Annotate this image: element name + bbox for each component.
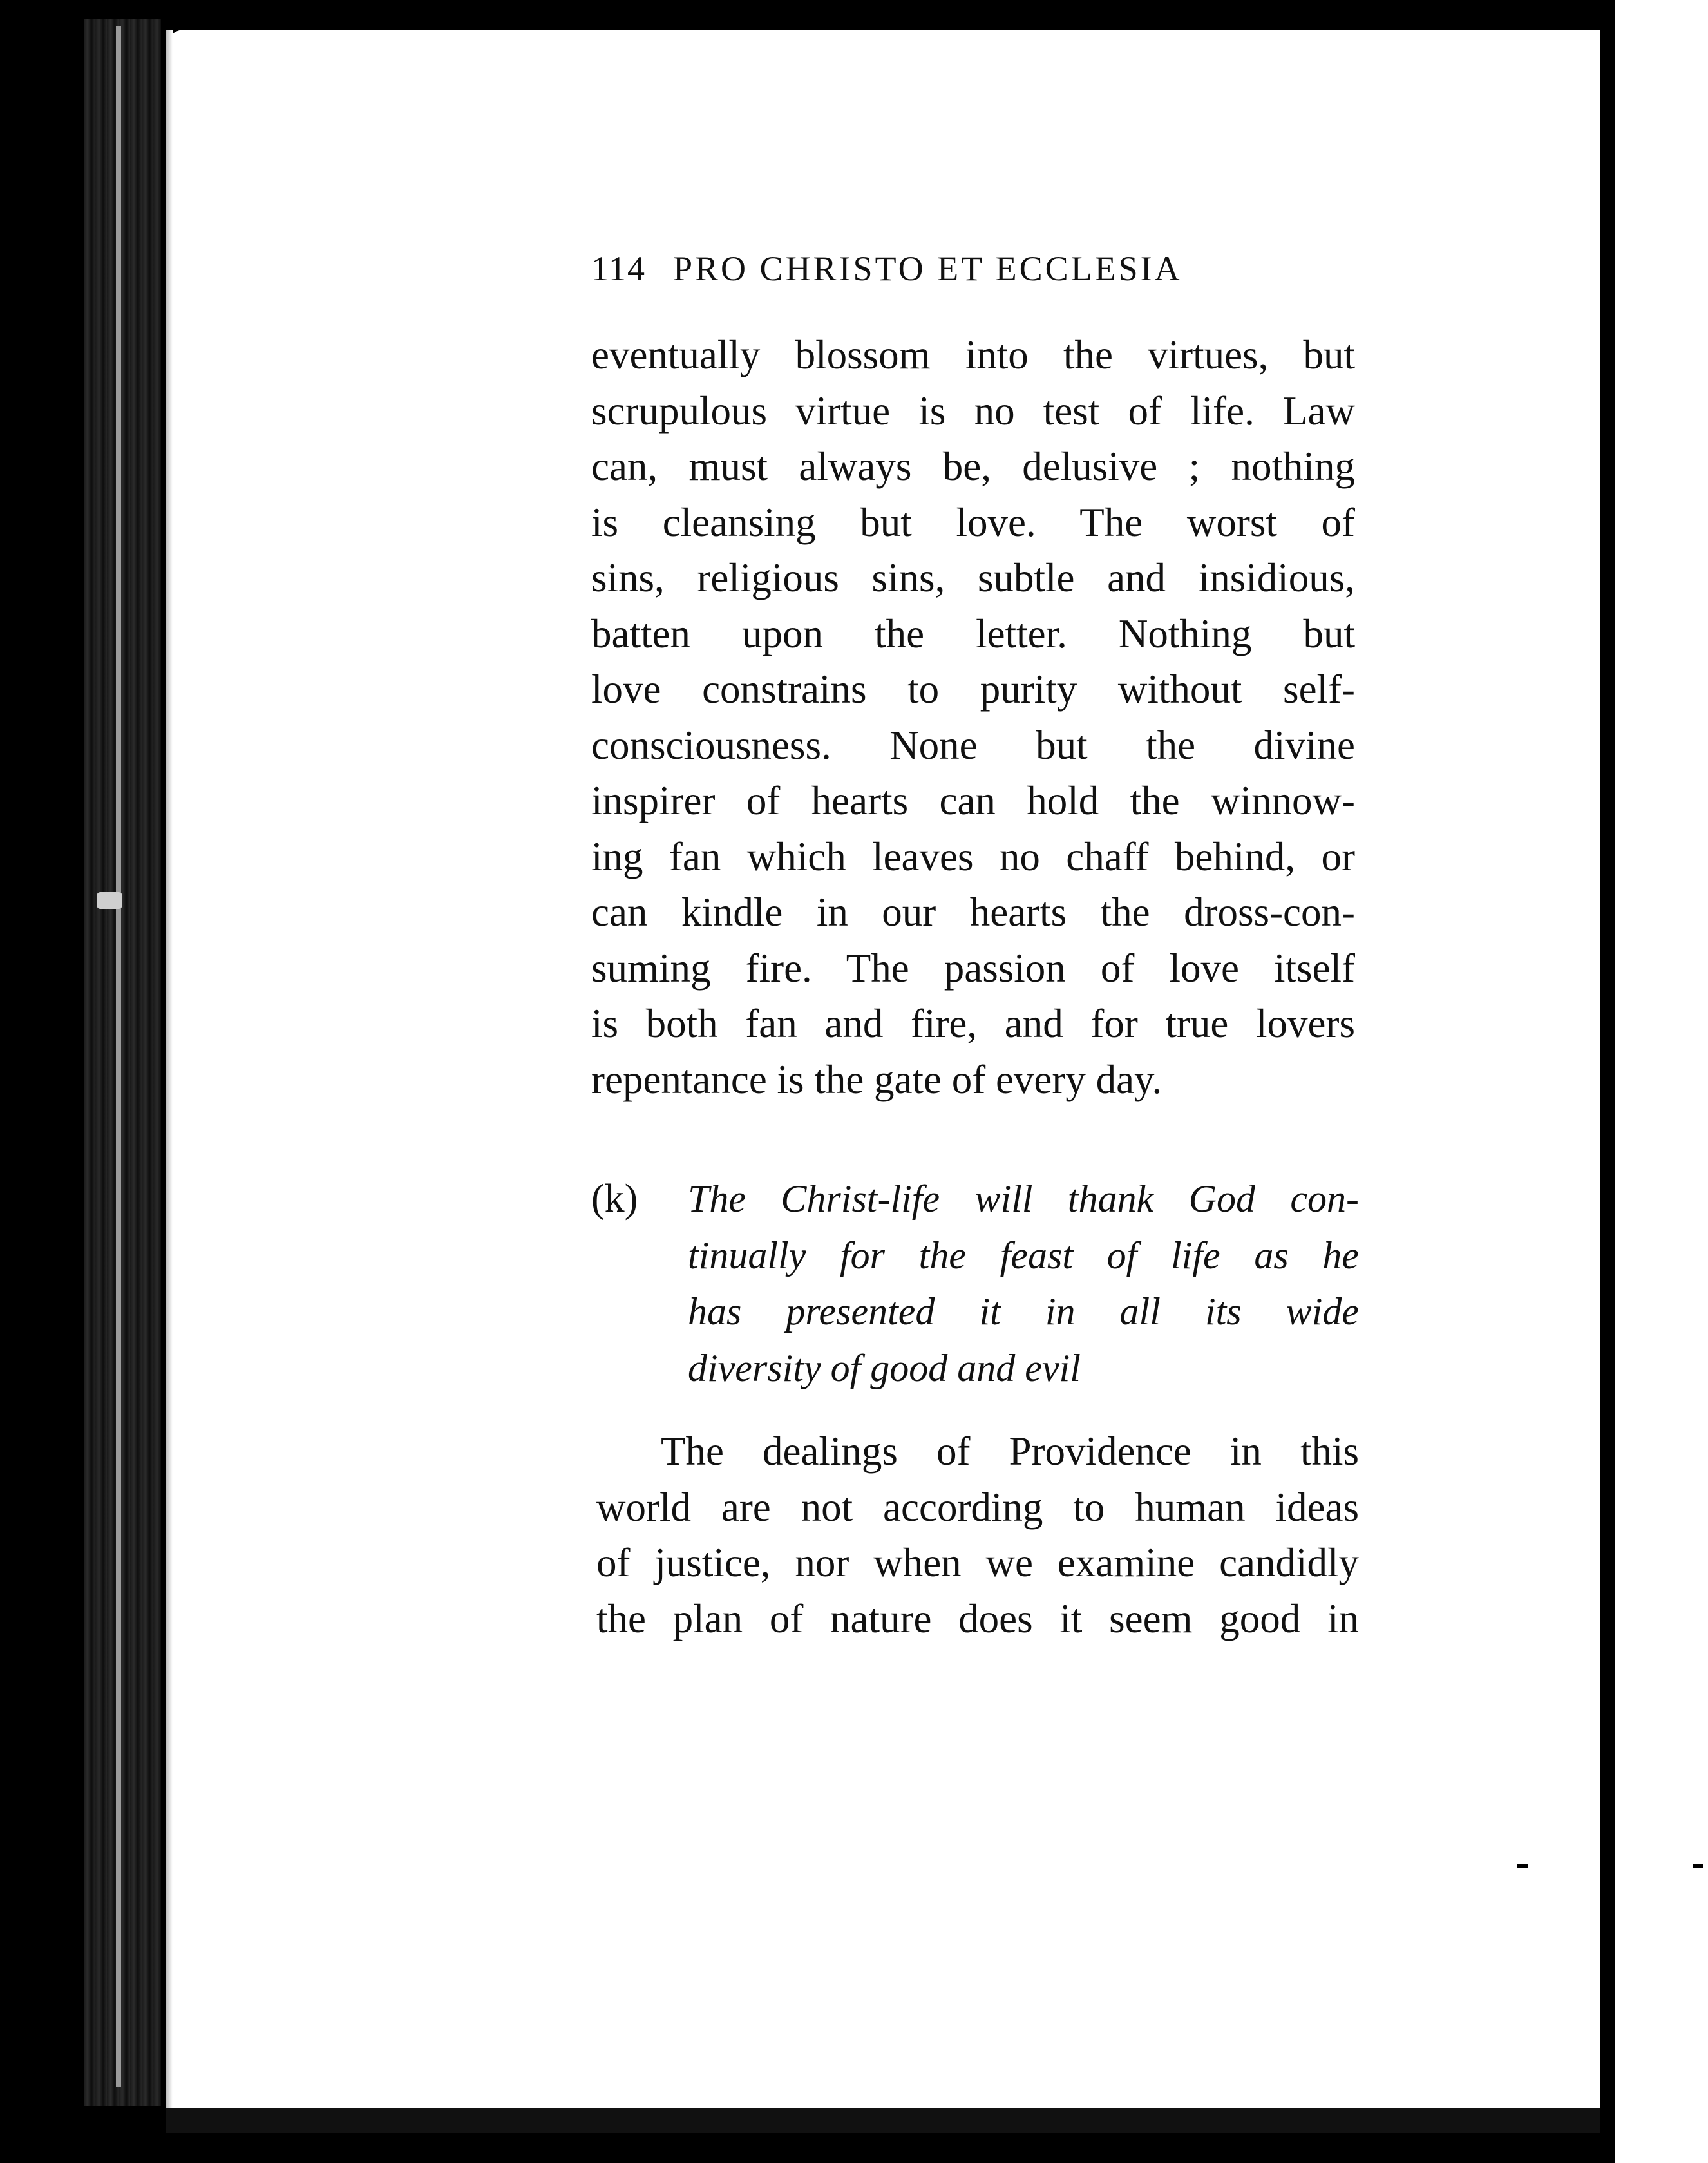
speck-mark [1693,1864,1703,1868]
text-line: suming fire. The passion of love itself [591,945,1355,991]
paragraph-2 [596,1424,1359,1646]
page-shadow [166,30,173,2110]
running-head [591,249,1182,289]
text-line: eventually blossom into the virtues, but [591,332,1355,377]
speck-mark [1517,1864,1528,1868]
italic-line: The Christ-life will thank God con- [688,1177,1359,1220]
text-line: consciousness. None but the divine [591,722,1355,768]
page-number: 114 [591,249,646,288]
italic-line: tinually for the feast of life as he [688,1234,1359,1277]
paragraph-1 [591,327,1355,1107]
text-line: of justice, nor when we examine candidly [596,1540,1359,1585]
text-line: love constrains to purity without self- [591,667,1355,712]
section-label: (k) [591,1177,638,1221]
text-line: the plan of nature does it seem good in [596,1596,1359,1641]
binding-mark [97,892,122,909]
italic-line: has presented it in all its wide [688,1290,1359,1333]
text-line: can, must always be, delusive ; nothing [591,444,1355,489]
text-line: can kindle in our hearts the dross-con- [591,890,1355,935]
text-line: sins, religious sins, subtle and insidious, [591,555,1355,600]
text-line: batten upon the letter. Nothing but [591,611,1355,656]
text-line: scrupulous virtue is no test of life. Law [591,388,1355,434]
text-line: world are not according to human ideas [596,1484,1359,1530]
section-heading-text [688,1171,1359,1396]
running-title: PRO CHRISTO ET ECCLESIA [673,249,1182,288]
facing-page-strip [1615,0,1708,2163]
text-line: repentance is the gate of every day. [591,1056,1162,1102]
text-line: ing fan which leaves no chaff behind, or [591,834,1355,879]
italic-line: diversity of good and evil [688,1346,1081,1389]
text-line: is cleansing but love. The worst of [591,499,1355,545]
text-line: inspirer of hearts can hold the winnow- [591,778,1355,823]
book-binding [84,19,161,2106]
gutter [1600,0,1615,2163]
binding-edge [116,26,121,2087]
text-line: is both fan and fire, and for true lovers [591,1001,1355,1046]
text-line: The dealings of Providence in this [661,1429,1359,1474]
page-bottom-edge [166,2108,1609,2133]
